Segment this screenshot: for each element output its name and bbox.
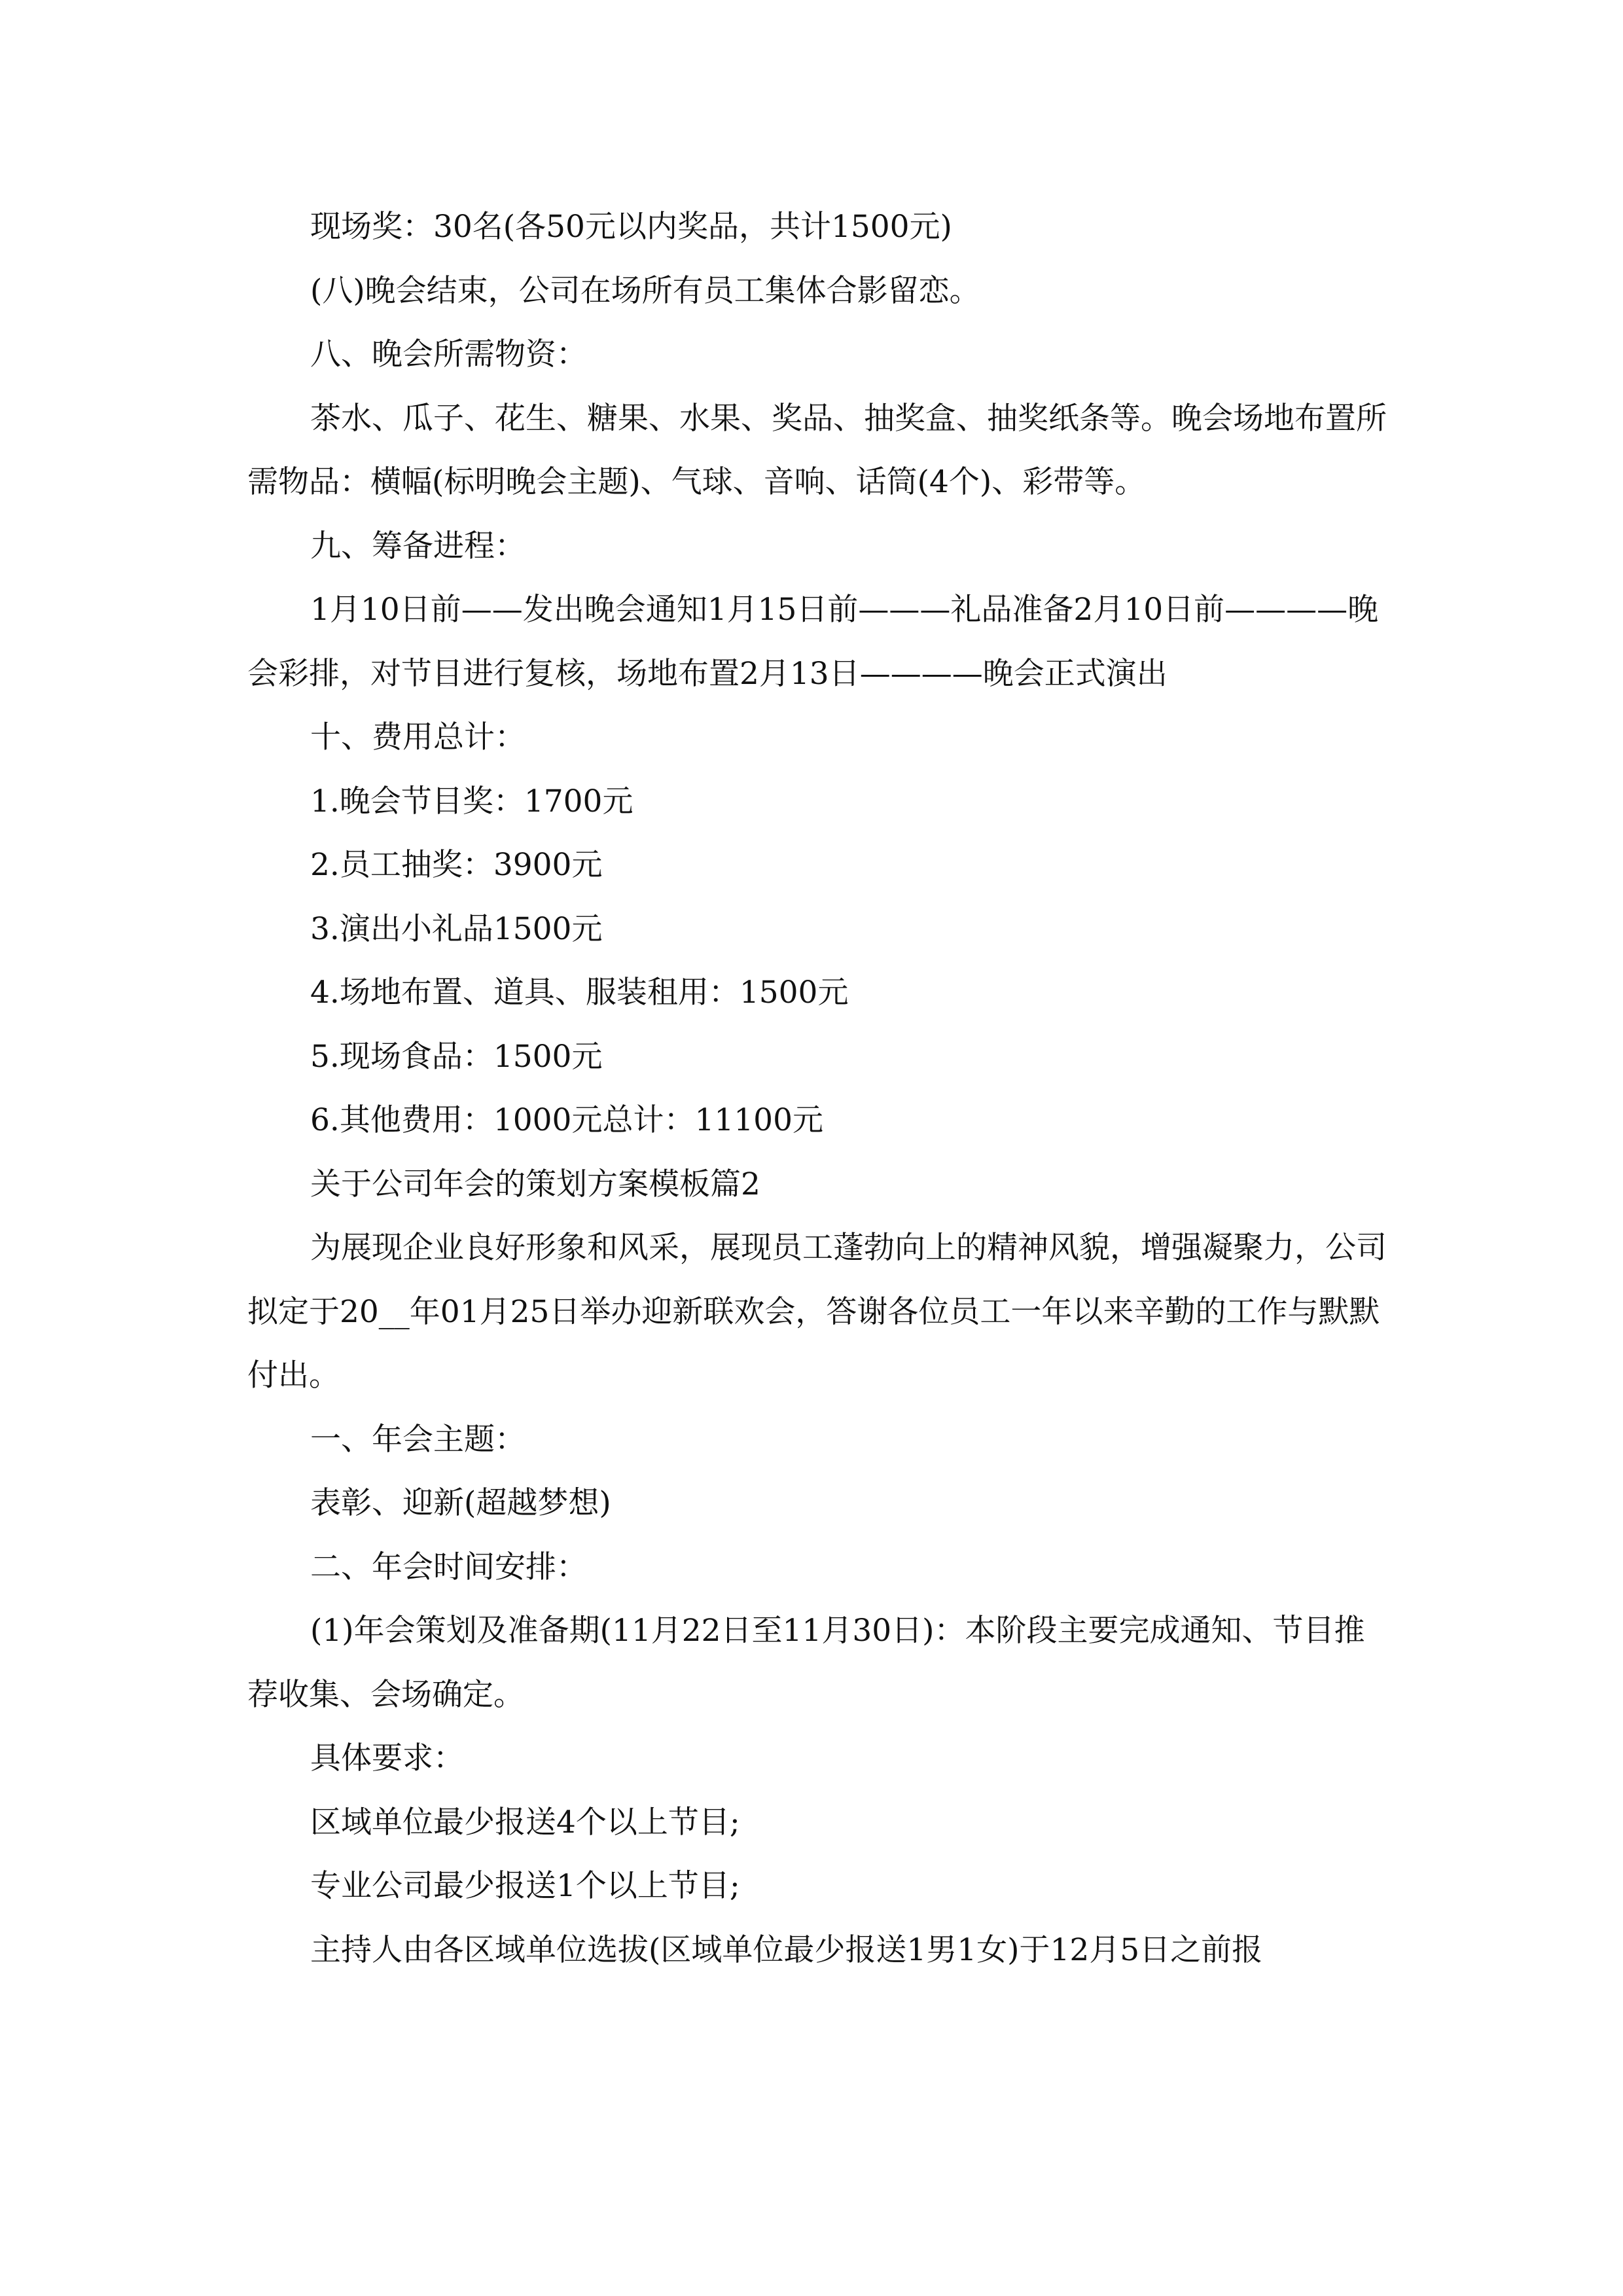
requirement-regional-units: 区域单位最少报送4个以上节目;: [310, 1804, 740, 1840]
cost-item-staff-lottery: 2.员工抽奖：3900元: [310, 847, 603, 883]
heading-time-arrangement: 二、年会时间安排：: [310, 1549, 587, 1585]
heading-annual-theme: 一、年会主题：: [310, 1421, 526, 1458]
requirement-hosts: 主持人由各区域单位选拔(区域单位最少报送1男1女)于12月5日之前报: [310, 1931, 1263, 1968]
section-title-plan-2: 关于公司年会的策划方案模板篇2: [310, 1166, 760, 1202]
cost-item-onsite-food: 5.现场食品：1500元: [310, 1038, 603, 1075]
requirement-professional-companies: 专业公司最少报送1个以上节目;: [310, 1868, 740, 1904]
paragraph-plan-2-intro: 为展现企业良好形象和风采，展现员工蓬勃向上的精神风貌，增强凝聚力，公司拟定于20__年01月25日举办迎新联欢会，答谢各位员工一年以来辛勤的工作与默默付出。: [247, 1230, 1387, 1393]
heading-specific-requirements: 具体要求：: [310, 1740, 464, 1776]
cost-item-program-award: 1.晚会节目奖：1700元: [310, 783, 633, 819]
paragraph-materials-list: 茶水、瓜子、花生、糖果、水果、奖品、抽奖盒、抽奖纸条等。晚会场地布置所需物品：横幅(标明晚会主题)、气球、音响、话筒(4个)、彩带等。: [247, 400, 1387, 500]
heading-preparation-schedule: 九、筹备进程：: [310, 528, 526, 564]
heading-materials: 八、晚会所需物资：: [310, 336, 587, 372]
paragraph-annual-theme: 表彰、迎新(超越梦想): [310, 1485, 611, 1521]
document-body: [247, 195, 1389, 1982]
cost-item-other-total: 6.其他费用：1000元总计：11100元: [310, 1102, 823, 1138]
paragraph-planning-phase: (1)年会策划及准备期(11月22日至11月30日)：本阶段主要完成通知、节目推荐收集、会场确定。: [247, 1613, 1365, 1713]
cost-item-venue-props: 4.场地布置、道具、服装租用：1500元: [310, 975, 849, 1011]
paragraph-onsite-prize: 现场奖：30名(各50元以内奖品，共计1500元): [310, 209, 952, 245]
paragraph-preparation-timeline: 1月10日前——发出晚会通知1月15日前———礼品准备2月10日前————晚会彩排，对节目进行复核，场地布置2月13日————晚会正式演出: [247, 592, 1379, 692]
heading-total-cost: 十、费用总计：: [310, 719, 526, 755]
cost-item-performance-gifts: 3.演出小礼品1500元: [310, 910, 603, 947]
paragraph-group-photo: (八)晚会结束，公司在场所有员工集体合影留恋。: [310, 272, 980, 309]
